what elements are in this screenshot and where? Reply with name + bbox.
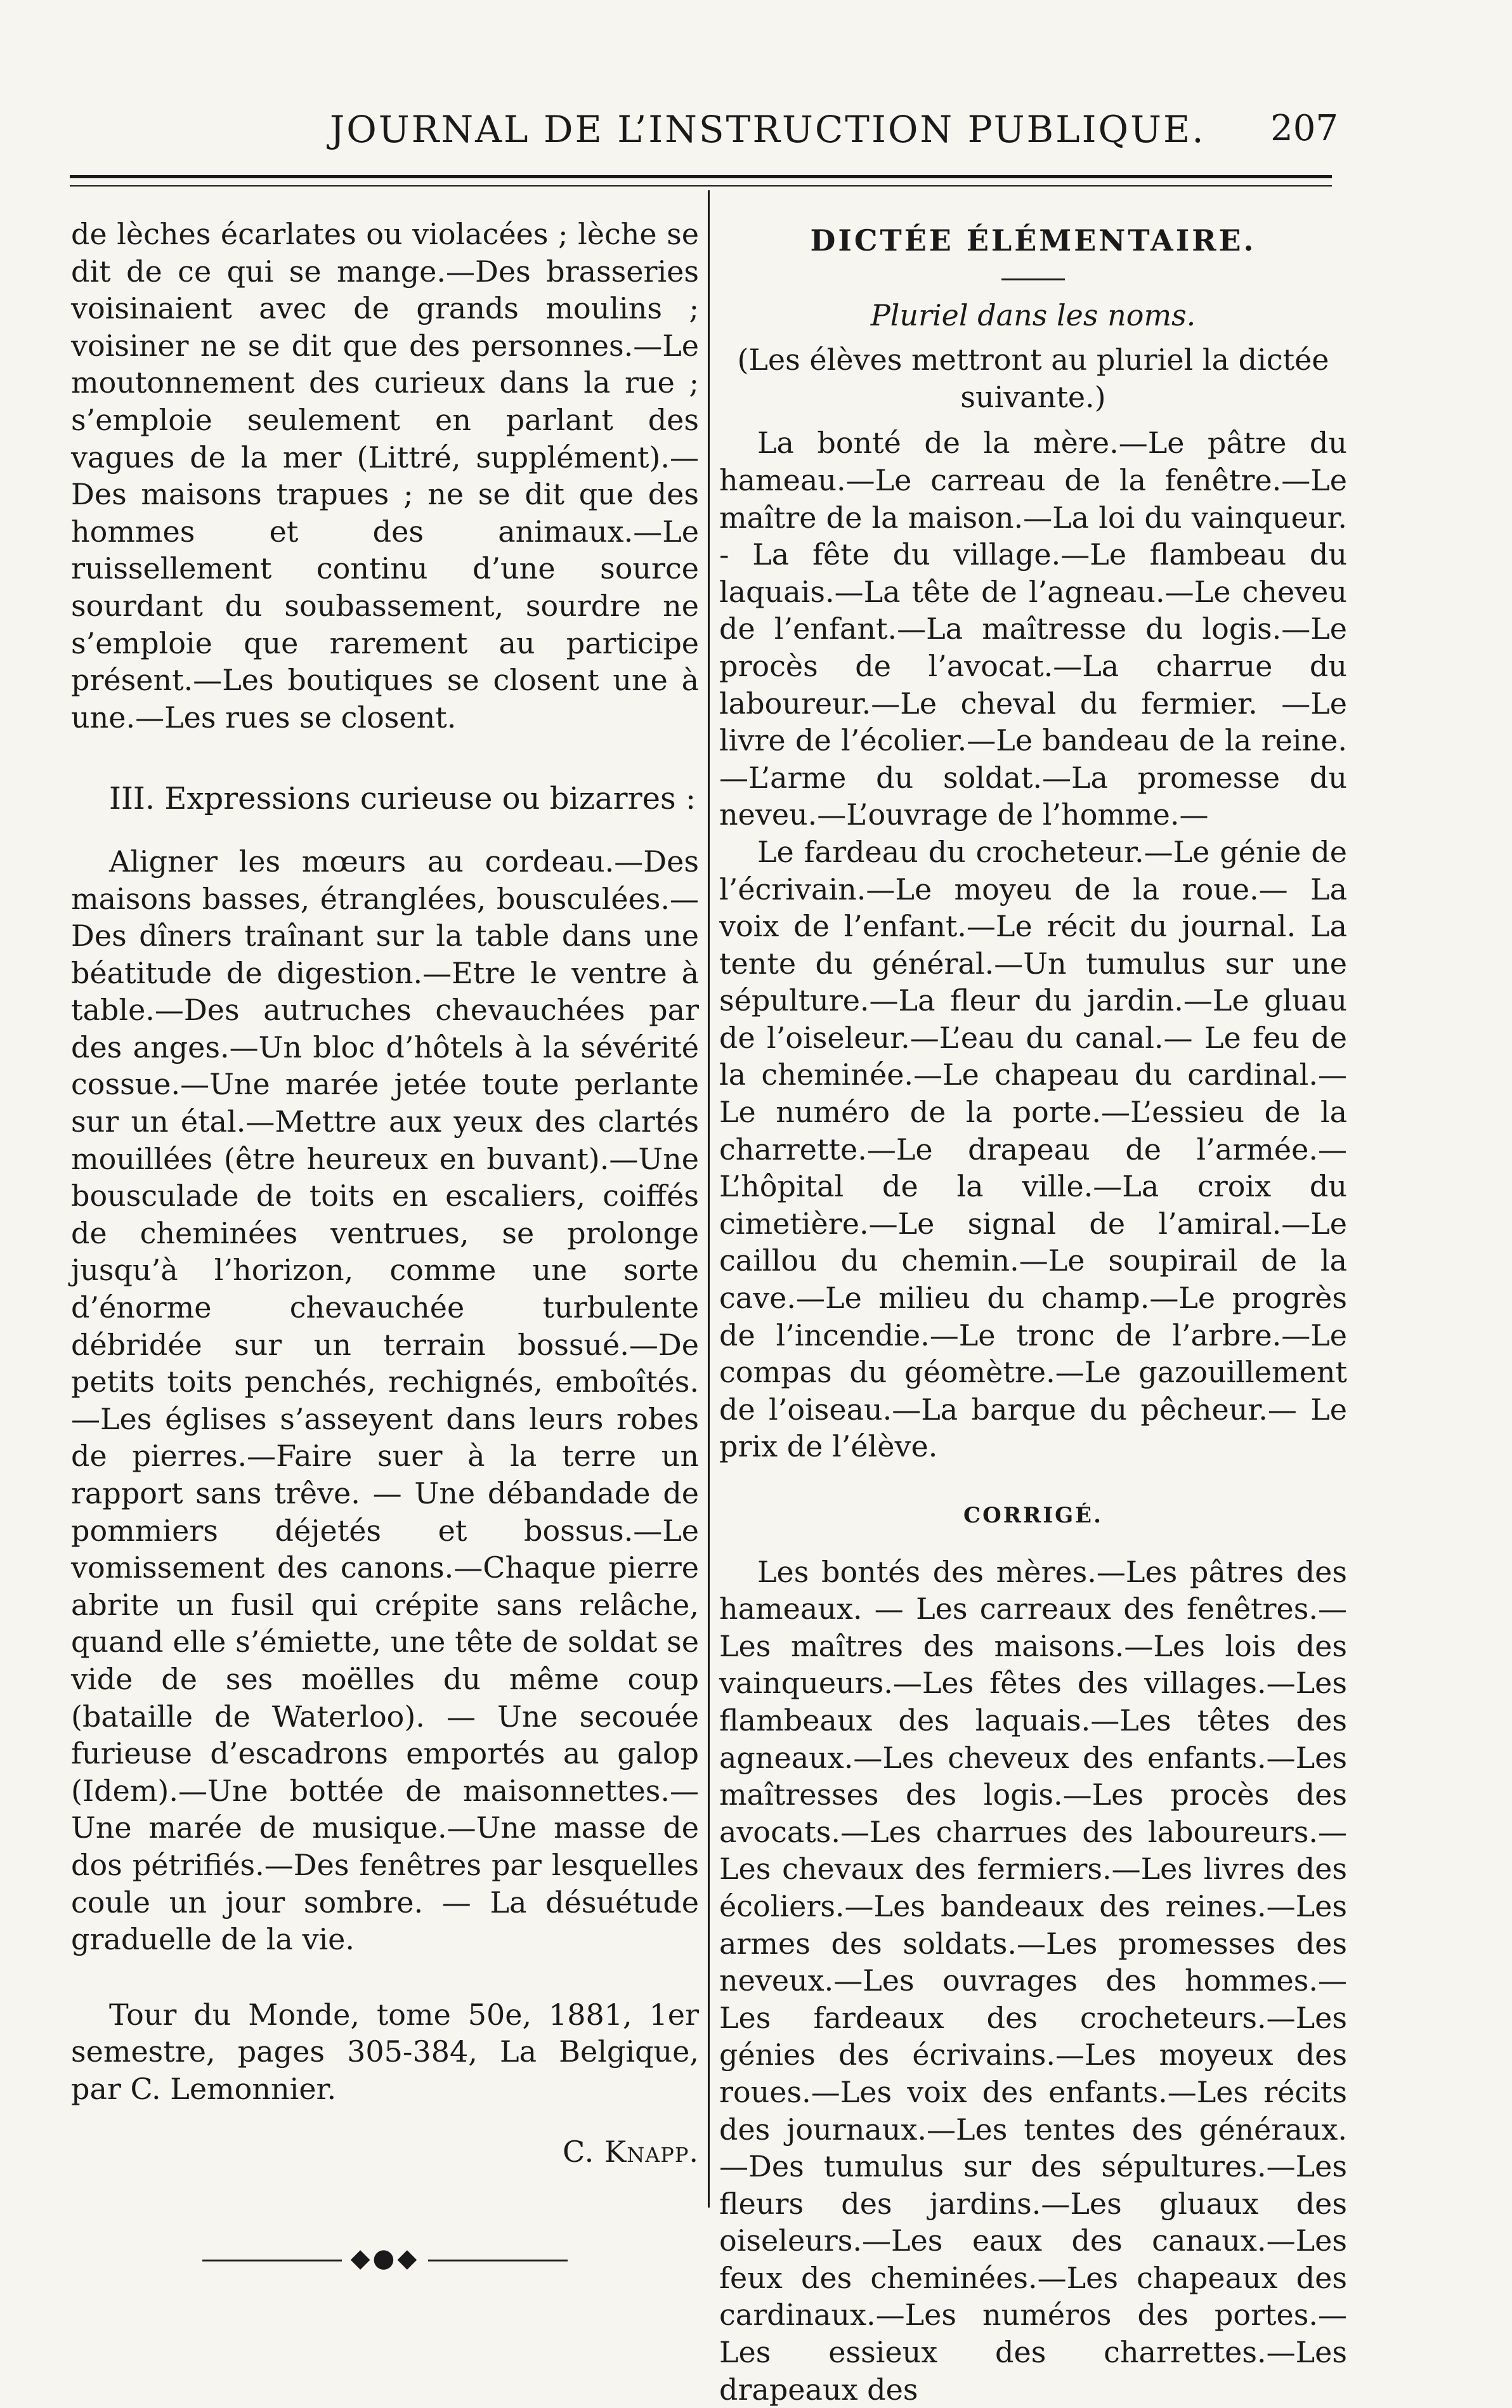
dictee-title: DICTÉE ÉLÉMENTAIRE. bbox=[810, 223, 1256, 258]
corrige-paragraph: Les bontés des mères.—Les pâtres des hameaux. — Les carreaux des fenêtres.— Les maîtres des maisons.—Les lois des vainqueurs.—Les fêtes des villages.—Les flambeaux des laquais.—Les têtes des agneaux.—Les cheveux des enfants.—Les maîtresses des logis.—Les procès des avocats.—Les charrues des laboureurs.— Les chevaux des fermiers.—Les livres des écoliers.—Les bandeaux des reines.—Les armes des soldats.—Les promesses des neveux.—Les ouvrages des hommes.— Les fardeaux des crocheteurs.—Les génies des écrivains.—Les moyeux des roues.—Les voix des enfants.—Les récits des journaux.—Les tentes des généraux. —Des tumulus sur des sépultures.—Les fleurs des jardins.—Les gluaux des oiseleurs.—Les eaux des canaux.—Les feux des cheminées.—Les chapeaux des cardinaux.—Les numéros des portes.—Les essieux des charrettes.—Les drapeaux des bbox=[719, 1554, 1347, 2407]
author-signature: C. Knapp. bbox=[563, 2134, 699, 2169]
section-separator: ◆●◆ bbox=[71, 2240, 699, 2277]
title-rule bbox=[1001, 278, 1065, 280]
left-column bbox=[71, 216, 699, 2277]
dictee-paragraph-2: Le fardeau du crocheteur.—Le génie de l’écrivain.—Le moyeu de la roue.— La voix de l’enfant.—Le récit du journal. La tente du général.—Un tumulus sur une sépulture.—La fleur du jardin.—Le gluau de l’oiseleur.—L’eau du canal.— Le feu de la cheminée.—Le chapeau du cardinal.—Le numéro de la porte.—L’essieu de la charrette.—Le drapeau de l’armée.—L’hôpital de la ville.—La croix du cimetière.—Le signal de l’amiral.—Le caillou du chemin.—Le soupirail de la cave.—Le milieu du champ.—Le progrès de l’incendie.—Le tronc de l’arbre.—Le compas du géomètre.—Le gazouillement de l’oiseau.—La barque du pêcheur.— Le prix de l’élève. bbox=[719, 834, 1347, 1464]
right-column bbox=[719, 216, 1347, 2408]
section-heading-expressions: III. Expressions curieuse ou bizarres : bbox=[109, 781, 696, 817]
dictee-instructions: (Les élèves mettront au pluriel la dictée suivante.) bbox=[737, 343, 1329, 414]
page-number: 207 bbox=[1270, 108, 1338, 149]
source-citation: Tour du Monde, tome 50e, 1881, 1er semestre, pages 305-384, La Belgique, par C. Lemonnier. bbox=[71, 1997, 699, 2106]
header-rule-thick bbox=[70, 175, 1332, 178]
header-rule-thin bbox=[70, 185, 1332, 186]
left-paragraph-2: Aligner les mœurs au cordeau.—Des maisons basses, étranglées, bousculées.—Des dîners traînant sur la table dans une béatitude de digestion.—Etre le ventre à table.—Des autruches chevauchées par des anges.—Un bloc d’hôtels à la sévérité cossue.—Une marée jetée toute perlante sur un étal.—Mettre aux yeux des clartés mouillées (être heureux en buvant).—Une bousculade de toits en escaliers, coiffés de cheminées ventrues, se prolonge jusqu’à l’horizon, comme une sorte d’énorme chevauchée turbulente débridée sur un terrain bossué.—De petits toits penchés, rechignés, emboîtés.—Les églises s’asseyent dans leurs robes de pierres.—Faire suer à la terre un rapport sans trêve. — Une débandade de pommiers déjetés et bossus.—Le vomissement des canons.—Chaque pierre abrite un fusil qui crépite sans relâche, quand elle s’émiette, une tête de soldat se vide de ses moëlles du même coup (bataille de Waterloo). — Une secouée furieuse d’escadrons emportés au galop (Idem).—Une bottée de maisonnettes.—Une marée de musique.—Une masse de dos pétrifiés.—Des fenêtres par lesquelles coule un jour sombre. — La désuétude graduelle de la vie. bbox=[71, 844, 699, 1957]
left-paragraph-1: de lèches écarlates ou violacées ; lèche se dit de ce qui se mange.—Des brasseries voisinaient avec de grands moulins ; voisiner ne se dit que des personnes.—Le moutonnement des curieux dans la rue ; s’emploie seulement en parlant des vagues de la mer (Littré, supplément).—Des maisons trapues ; ne se dit que des hommes et des animaux.—Le ruissellement continu d’une source sourdant du soubassement, sourdre ne s’emploie que rarement au participe présent.—Les boutiques se closent une à une.—Les rues se closent. bbox=[71, 217, 699, 735]
journal-title: JOURNAL DE L’INSTRUCTION PUBLIQUE. bbox=[330, 108, 1206, 151]
running-header bbox=[70, 95, 1338, 159]
column-divider bbox=[708, 190, 710, 2208]
corrige-title: CORRIGÉ. bbox=[963, 1503, 1103, 1528]
dictee-subtitle: Pluriel dans les noms. bbox=[870, 298, 1196, 332]
dictee-paragraph-1: La bonté de la mère.—Le pâtre du hameau.—Le carreau de la fenêtre.—Le maître de la maison.—La loi du vainqueur. - La fête du village.—Le flambeau du laquais.—La tête de l’agneau.—Le cheveu de l’enfant.—La maîtresse du logis.—Le procès de l’avocat.—La charrue du laboureur.—Le cheval du fermier. —Le livre de l’écolier.—Le bandeau de la reine.—L’arme du soldat.—La promesse du neveu.—L’ouvrage de l’homme.— bbox=[719, 426, 1347, 832]
